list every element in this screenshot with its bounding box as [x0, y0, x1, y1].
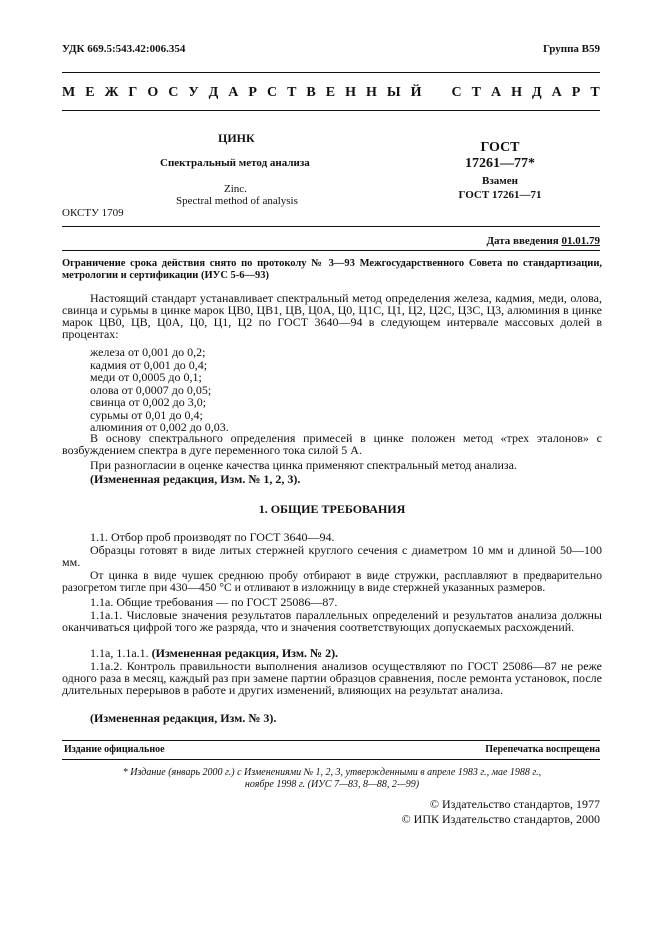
replaces-gost: ГОСТ 17261—71: [458, 189, 542, 201]
title-letter: С: [451, 85, 462, 100]
title-letter: В: [306, 85, 316, 100]
replaces-label: Взамен: [482, 175, 518, 187]
title-letter: У: [188, 85, 199, 100]
title-rule: [62, 110, 600, 111]
restriction-note: Ограничение срока действия снято по протоколу № 3—93 Межгосударственного Совета по стандартизации, метрологии и сертификации (ИУС 5-6—93): [62, 258, 602, 281]
title-letter: Т: [471, 85, 481, 100]
product-subtitle-en: Spectral method of analysis: [176, 195, 298, 207]
title-letter: Р: [248, 85, 257, 100]
scope-paragraph: Настоящий стандарт устанавливает спектральный метод определения железа, кадмия, меди, олова, свинца и сурьмы в цинке марок ЦВ0, ЦВ1, ЦВ, Ц0А, Ц0, Ц1С, Ц1, Ц2, Ц2С, Ц3С, Ц3, алюминия в цинке марок ЦВ0, ЦВ, Ц0А, Ц0, Ц1, Ц2 по ГОСТ 3640—94 в следующем интервале массовых долей в процентах:: [62, 291, 602, 341]
intro-date-value: 01.01.79: [561, 235, 600, 247]
range-item: железа от 0,001 до 0,2;: [90, 345, 206, 359]
gost-label: ГОСТ: [480, 140, 520, 155]
date-rule: [62, 250, 600, 251]
chips-paragraph: От цинка в виде чушек среднюю пробу отбирают в виде стружки, расплавляют в предварительно разогретом тигле при 430—450 °С и отливают в изложницу в виде стержней указанных размеров.: [62, 569, 602, 594]
title-letter: О: [147, 85, 159, 100]
top-rule: [62, 72, 600, 73]
revision-note-2: [62, 647, 602, 659]
samples-paragraph: Образцы готовят в виде литых стержней круглого сечения с диаметром 10 мм и длиной 50—100 мм.: [62, 543, 602, 569]
revision-note-1: (Измененная редакция, Изм. № 1, 2, 3).: [90, 472, 301, 486]
clause-1-1a-2: 1.1а.2. Контроль правильности выполнения анализов осуществляют по ГОСТ 25086—87 не реже одного раза в месяц, каждый раз при замене партии образцов сравнения, после ремонта установок, после длительных перерывов в работе и других изменений, влияющих на результат анализа.: [62, 659, 602, 697]
edition-note-line-1: * Издание (январь 2000 г.) с Изменениями № 1, 2, 3, утвержденными в апреле 1983 г., мае 1988 г.,: [122, 767, 542, 778]
title-letter: Й: [410, 85, 422, 100]
title-letter: М: [62, 85, 76, 100]
title-letter: А: [491, 85, 502, 100]
footer-rule: [62, 740, 600, 741]
range-item: меди от 0,0005 до 0,1;: [90, 370, 202, 384]
title-letter: Т: [590, 85, 600, 100]
range-item: свинца от 0,002 до 3,0;: [90, 395, 207, 409]
clause-1-1: 1.1. Отбор проб производят по ГОСТ 3640—94.: [90, 530, 335, 544]
range-item: кадмия от 0,001 до 0,4;: [90, 357, 208, 372]
group-code: Группа В59: [542, 43, 600, 55]
product-name-en: Zinc.: [224, 183, 247, 195]
title-block-rule: [62, 226, 600, 227]
method-basis: В основу спектрального определения примесей в цинке положен метод «трех эталонов» с возбуждением спектра в дуге переменного тока силой 5 А.: [62, 431, 602, 457]
title-letter: С: [266, 85, 278, 100]
reprint-prohibited: Перепечатка воспрещена: [485, 744, 600, 755]
gost-number: 17261—77*: [465, 156, 535, 171]
okstu-code: ОКСТУ 1709: [62, 207, 124, 219]
title-letter: Т: [287, 85, 297, 100]
introduction-date: [486, 235, 600, 247]
title-letter: Н: [366, 85, 377, 100]
product-name: ЦИНК: [218, 131, 255, 145]
title-letter: Е: [325, 85, 336, 100]
section-heading: 1. ОБЩИЕ ТРЕБОВАНИЯ: [258, 502, 406, 516]
title-letter: Ж: [104, 85, 119, 100]
copyright-2000: © ИПК Издательство стандартов, 2000: [401, 812, 600, 826]
revision-note-3: (Измененная редакция, Изм. № 3).: [90, 711, 277, 725]
title-letter: Р: [571, 85, 581, 100]
title-letter: Д: [532, 85, 542, 100]
title-letter: Г: [128, 85, 138, 100]
edition-note-line-2: ноябре 1998 г. (ИУС 7—83, 8—88, 2—99): [244, 779, 420, 790]
official-edition: Издание официальное: [64, 744, 165, 755]
range-item: сурьмы от 0,01 до 0,4;: [90, 407, 203, 422]
revision-2-text: (Измененная редакция, Изм. № 2).: [151, 646, 339, 660]
title-letter: А: [228, 85, 239, 100]
clause-1-1a: 1.1а. Общие требования — по ГОСТ 25086—87.: [90, 595, 338, 609]
title-letter: Е: [85, 85, 95, 100]
disagreement-note: При разногласии в оценке качества цинка применяют спектральный метод анализа.: [90, 458, 517, 472]
product-subtitle: Спектральный метод анализа: [160, 157, 310, 169]
title-letter: Н: [511, 85, 523, 100]
intro-date-label: Дата введения: [486, 235, 559, 247]
interstate-standard-title: [62, 85, 600, 101]
title-letter: Н: [345, 85, 356, 100]
title-letter: С: [168, 85, 179, 100]
range-item: олова от 0,0007 до 0,05;: [90, 382, 212, 397]
clause-1-1a-1: 1.1а.1. Числовые значения результатов параллельных определений и результатов анализа должны оканчиваться цифрой того же разряда, что и значения соответствующих допускаемых расхождений.: [62, 608, 602, 634]
footer-bottom-rule: [62, 759, 600, 760]
range-item: алюминия от 0,002 до 0,03.: [90, 420, 229, 434]
copyright-1977: © Издательство стандартов, 1977: [429, 797, 600, 811]
title-letter: А: [551, 85, 562, 100]
udk-code: УДК 669.5:543.42:006.354: [62, 43, 186, 55]
revision-2-clauses: 1.1а, 1.1а.1.: [90, 646, 149, 660]
title-letter: Д: [208, 85, 219, 100]
title-letter: Ы: [386, 85, 401, 100]
